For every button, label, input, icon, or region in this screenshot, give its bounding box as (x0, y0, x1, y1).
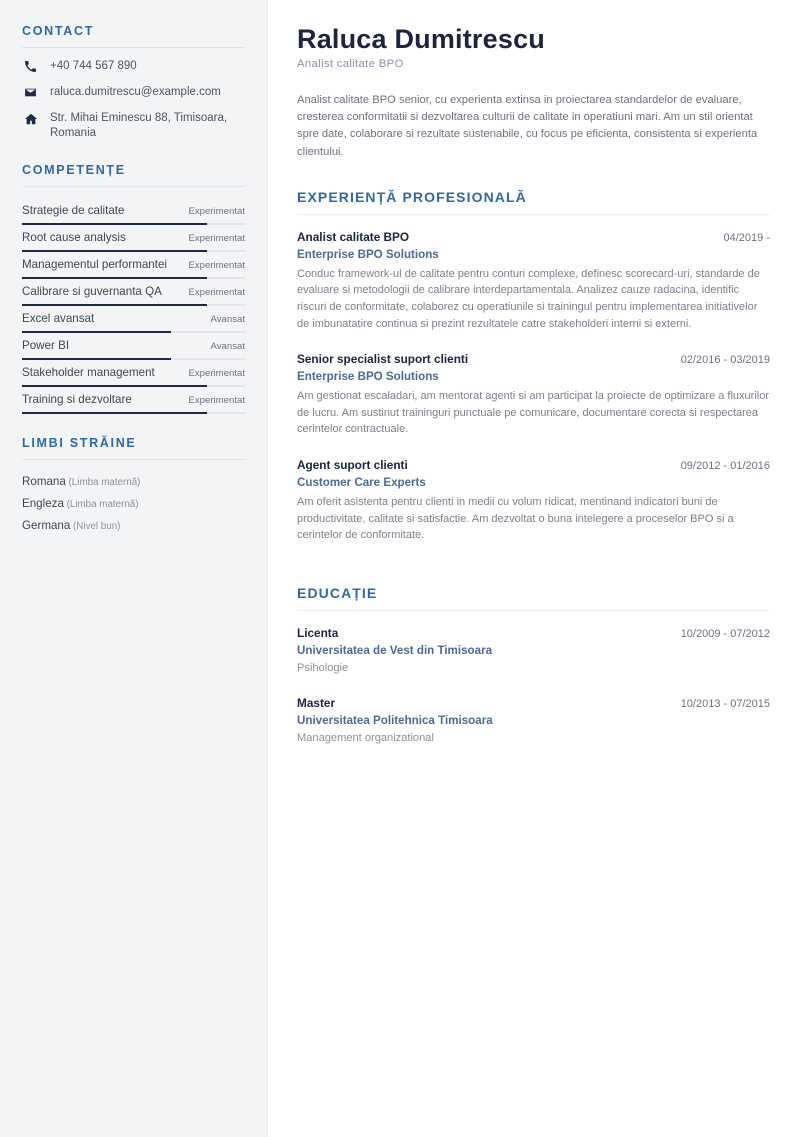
skill-progress-track (22, 385, 245, 387)
sidebar (0, 0, 268, 1137)
skills-heading: COMPETENȚE (22, 163, 126, 177)
skill-row (22, 306, 245, 333)
entry-field-of-study: Psihologie (297, 661, 349, 674)
skill-top (22, 252, 245, 277)
skill-top (22, 279, 245, 304)
skill-name: Strategie de calitate (22, 204, 125, 217)
skill-level: Experimentat (188, 206, 245, 217)
candidate-name: Raluca Dumitrescu (297, 24, 545, 54)
entry-title: Master (297, 695, 336, 710)
education-divider (297, 610, 770, 611)
education-section (297, 585, 770, 746)
skill-progress-track (22, 358, 245, 360)
experience-list (297, 229, 770, 544)
language-name: Germana (22, 519, 71, 532)
skill-progress-fill (22, 304, 207, 306)
skill-progress-fill (22, 331, 171, 333)
envelope-icon (22, 86, 39, 99)
skill-progress-fill (22, 277, 207, 279)
skill-row (22, 279, 245, 306)
entry-field-of-study: Management organizational (297, 731, 434, 744)
entry-organization: Universitatea Politehnica Timisoara (297, 713, 493, 727)
entry-header (297, 695, 770, 711)
home-icon (22, 112, 39, 126)
skill-progress-track (22, 223, 245, 225)
experience-entry (297, 351, 770, 438)
language-level: (Limba maternă) (63, 499, 139, 510)
languages-section (22, 436, 245, 537)
entry-header (297, 457, 770, 473)
language-row (22, 515, 245, 537)
main-content (268, 0, 804, 1137)
skill-row (22, 252, 245, 279)
contact-email-text: raluca.dumitrescu@example.com (50, 86, 221, 98)
entry-date: 10/2009 - 07/2012 (680, 627, 770, 640)
skill-row (22, 387, 245, 414)
skill-top (22, 333, 245, 358)
entry-organization: Customer Care Experts (297, 475, 426, 489)
contact-heading: CONTACT (22, 24, 95, 38)
language-row (22, 471, 245, 493)
skill-row (22, 333, 245, 360)
contact-section (22, 24, 245, 141)
experience-entry (297, 625, 770, 676)
section-spacer (297, 563, 770, 585)
experience-heading: EXPERIENȚĂ PROFESIONALĂ (297, 188, 527, 205)
language-name: Engleza (22, 497, 64, 510)
skill-level: Experimentat (188, 368, 245, 379)
skill-level: Experimentat (188, 287, 245, 298)
experience-section (297, 189, 770, 544)
skill-name: Training si dezvoltare (22, 393, 132, 406)
skill-level: Avansat (210, 314, 245, 325)
skill-top (22, 198, 245, 223)
skill-name: Stakeholder management (22, 366, 155, 379)
skill-top (22, 387, 245, 412)
contact-divider (22, 47, 245, 48)
skill-progress-fill (22, 412, 207, 414)
experience-entry (297, 695, 770, 746)
skill-progress-track (22, 250, 245, 252)
experience-entry (297, 457, 770, 544)
skill-progress-fill (22, 223, 207, 225)
entry-organization: Universitatea de Vest din Timisoara (297, 643, 493, 657)
skill-progress-track (22, 277, 245, 279)
language-level: (Limba maternă) (65, 477, 141, 488)
skill-progress-track (22, 412, 245, 414)
skills-section (22, 163, 245, 414)
entry-header (297, 229, 770, 245)
contact-row-address (22, 111, 245, 141)
skill-progress-track (22, 304, 245, 306)
skill-name: Root cause analysis (22, 231, 126, 244)
entry-date: 10/2013 - 07/2015 (680, 697, 770, 710)
profile-summary: Analist calitate BPO senior, cu experienta extinsa in proiectarea standardelor de evaluare, cresterea conformitatii si dezvoltarea culturii de calitate in operatiuni mari. Am un stil orientat spre date, colaborare si rezultate sustenabile, cu focus pe eficienta, consistenta si experienta clientului. (297, 94, 758, 158)
language-level: (Nivel bun) (70, 521, 121, 532)
skill-level: Experimentat (188, 260, 245, 271)
entry-date: 04/2019 - (723, 231, 770, 244)
skills-divider (22, 186, 245, 187)
entry-header (297, 625, 770, 641)
skills-list (22, 198, 245, 414)
entry-organization: Enterprise BPO Solutions (297, 247, 439, 261)
skill-top (22, 306, 245, 331)
experience-divider (297, 214, 770, 215)
entry-description: Am gestionat escaladari, am mentorat agenti si am participat la proiecte de optimizare a fluxurilor de lucru. Am sustinut traininguri punctuale pe comunicare, documentare corecta si respectarea cerintelor contractuale. (297, 390, 770, 436)
skill-name: Calibrare si guvernanta QA (22, 285, 162, 298)
skill-progress-fill (22, 385, 207, 387)
skill-level: Experimentat (188, 395, 245, 406)
entry-title: Licenta (297, 625, 339, 640)
candidate-job-title: Analist calitate BPO (297, 58, 404, 70)
skill-name: Power BI (22, 339, 70, 352)
skill-name: Managementul performantei (22, 258, 168, 271)
entry-title: Analist calitate BPO (297, 229, 410, 244)
skill-level: Avansat (210, 341, 245, 352)
skill-progress-track (22, 331, 245, 333)
languages-heading: LIMBI STRĂINE (22, 436, 137, 450)
contact-address-text: Str. Mihai Eminescu 88, Timisoara, Romania (50, 112, 228, 139)
language-row (22, 493, 245, 515)
skill-top (22, 360, 245, 385)
skill-progress-fill (22, 250, 207, 252)
languages-list (22, 471, 245, 537)
entry-date: 02/2016 - 03/2019 (680, 354, 770, 367)
language-name: Romana (22, 475, 66, 488)
entry-header (297, 351, 770, 367)
skill-level: Experimentat (188, 233, 245, 244)
contact-row-phone (22, 59, 245, 74)
skill-progress-fill (22, 358, 171, 360)
contact-row-email (22, 85, 245, 100)
entry-title: Senior specialist suport clienti (297, 352, 469, 367)
entry-date: 09/2012 - 01/2016 (680, 459, 770, 472)
contact-phone-text: +40 744 567 890 (50, 60, 137, 72)
entry-description: Conduc framework-ul de calitate pentru conturi complexe, definesc scorecard-uri, standarde de evaluare si metodologii de calibrare interdepartamentala. Analizez cauze radacina, identific riscuri de conformitate, colaborez cu operatiunile si trainingul pentru implementarea initiativelor de imbunatatire continua si prezint rezultatele catre stakeholderi interni si externi. (297, 267, 760, 330)
phone-icon (22, 60, 39, 73)
education-list (297, 625, 770, 746)
skill-row (22, 225, 245, 252)
education-heading: EDUCAȚIE (297, 584, 378, 601)
skill-name: Excel avansat (22, 312, 95, 325)
entry-title: Agent suport clienti (297, 457, 408, 472)
experience-entry (297, 229, 770, 332)
entry-organization: Enterprise BPO Solutions (297, 370, 439, 384)
entry-description: Am oferit asistenta pentru clienti in medii cu volum ridicat, mentinand indicatori buni de productivitate, calitate si satisfactie. Am dezvoltat o buna intelegere a proceselor BPO si a cerintelor de conformitate. (297, 495, 734, 542)
languages-divider (22, 459, 245, 460)
skill-row (22, 198, 245, 225)
skill-row (22, 360, 245, 387)
skill-top (22, 225, 245, 250)
